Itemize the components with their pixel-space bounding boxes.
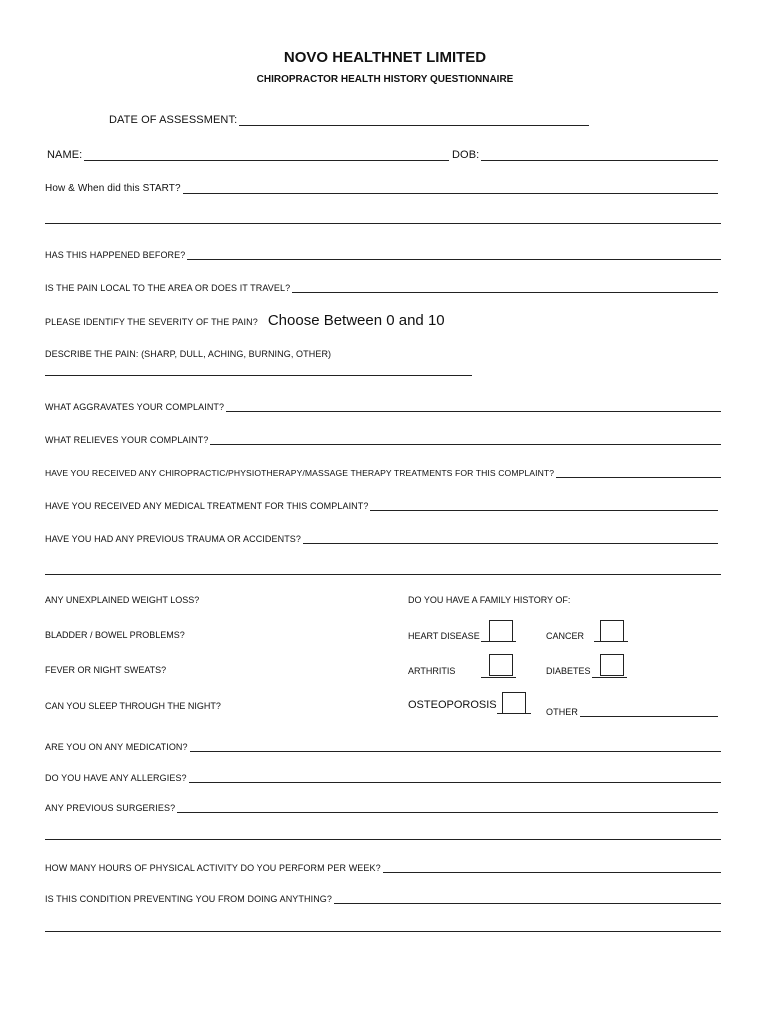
- physical-activity-field[interactable]: [383, 858, 721, 873]
- surgeries-label: ANY PREVIOUS SURGERIES?: [45, 803, 176, 813]
- aggravates-field[interactable]: [226, 397, 721, 412]
- condition-preventing-continuation-line[interactable]: [45, 930, 721, 932]
- trauma-field[interactable]: [303, 529, 718, 544]
- condition-preventing-row: [45, 884, 721, 904]
- how-when-continuation-line[interactable]: [45, 222, 721, 224]
- diabetes-checkbox[interactable]: [600, 654, 624, 676]
- diabetes-label: DIABETES: [546, 666, 591, 676]
- severity-select[interactable]: Choose Between 0 and 10: [267, 312, 445, 329]
- how-when-row: [45, 174, 718, 194]
- pain-travel-label: IS THE PAIN LOCAL TO THE AREA OR DOES IT TRAVEL?: [45, 283, 291, 293]
- weight-loss-label: ANY UNEXPLAINED WEIGHT LOSS?: [45, 595, 200, 605]
- physical-activity-label: HOW MANY HOURS OF PHYSICAL ACTIVITY DO YOU PERFORM PER WEEK?: [45, 863, 381, 873]
- allergies-row: [45, 763, 721, 783]
- medical-treatment-row: [45, 491, 718, 511]
- arthritis-underline: [481, 676, 516, 678]
- trauma-continuation-line[interactable]: [45, 573, 721, 575]
- medication-field[interactable]: [190, 737, 721, 752]
- company-name: NOVO HEALTHNET LIMITED: [283, 49, 487, 66]
- cancer-checkbox[interactable]: [600, 620, 624, 642]
- arthritis-label: ARTHRITIS: [408, 666, 456, 676]
- medication-label: ARE YOU ON ANY MEDICATION?: [45, 742, 188, 752]
- other-row: [546, 697, 718, 717]
- happened-before-row: [45, 240, 721, 260]
- surgeries-continuation-line[interactable]: [45, 838, 721, 840]
- cancer-label: CANCER: [546, 631, 585, 641]
- relieves-field[interactable]: [210, 430, 721, 445]
- arthritis-checkbox[interactable]: [489, 654, 513, 676]
- sleep-label: CAN YOU SLEEP THROUGH THE NIGHT?: [45, 701, 221, 711]
- medication-row: [45, 732, 721, 752]
- pain-travel-row: [45, 273, 718, 293]
- name-label: NAME:: [47, 149, 83, 161]
- bladder-bowel-label: BLADDER / BOWEL PROBLEMS?: [45, 630, 185, 640]
- name-field[interactable]: [84, 146, 449, 161]
- aggravates-label: WHAT AGGRAVATES YOUR COMPLAINT?: [45, 402, 225, 412]
- chiro-treatments-row: [45, 458, 721, 478]
- allergies-label: DO YOU HAVE ANY ALLERGIES?: [45, 773, 187, 783]
- form-title: CHIROPRACTOR HEALTH HISTORY QUESTIONNAIRE: [256, 74, 514, 85]
- other-label: OTHER: [546, 707, 578, 717]
- aggravates-row: [45, 392, 721, 412]
- heart-disease-label: HEART DISEASE: [408, 631, 480, 641]
- how-when-field[interactable]: [183, 179, 718, 194]
- dob-label: DOB:: [452, 149, 480, 161]
- trauma-label: HAVE YOU HAD ANY PREVIOUS TRAUMA OR ACCIDENTS?: [45, 534, 301, 544]
- relieves-label: WHAT RELIEVES YOUR COMPLAINT?: [45, 435, 209, 445]
- chiro-treatments-field[interactable]: [556, 463, 721, 478]
- medical-treatment-field[interactable]: [370, 496, 718, 511]
- happened-before-label: HAS THIS HAPPENED BEFORE?: [45, 250, 186, 260]
- physical-activity-row: [45, 853, 721, 873]
- family-history-heading: DO YOU HAVE A FAMILY HISTORY OF:: [408, 595, 571, 605]
- name-row: [47, 141, 449, 161]
- how-when-label: How & When did this START?: [45, 183, 181, 194]
- dob-field[interactable]: [481, 146, 718, 161]
- describe-pain-field[interactable]: [45, 374, 472, 376]
- severity-row: [45, 307, 721, 327]
- describe-pain-label: DESCRIBE THE PAIN: (SHARP, DULL, ACHING, BURNING, OTHER): [45, 349, 332, 359]
- pain-travel-field[interactable]: [292, 278, 718, 293]
- relieves-row: [45, 425, 721, 445]
- describe-pain-row: [45, 339, 721, 359]
- date-of-assessment-field[interactable]: [239, 111, 589, 126]
- happened-before-field[interactable]: [187, 245, 721, 260]
- dob-row: [452, 141, 718, 161]
- surgeries-row: [45, 793, 718, 813]
- medical-treatment-label: HAVE YOU RECEIVED ANY MEDICAL TREATMENT FOR THIS COMPLAINT?: [45, 501, 369, 511]
- trauma-row: [45, 524, 718, 544]
- surgeries-field[interactable]: [177, 798, 718, 813]
- severity-label: PLEASE IDENTIFY THE SEVERITY OF THE PAIN?: [45, 317, 258, 327]
- osteoporosis-checkbox[interactable]: [502, 692, 526, 714]
- date-of-assessment-label: DATE OF ASSESSMENT:: [109, 114, 238, 126]
- condition-preventing-label: IS THIS CONDITION PREVENTING YOU FROM DOING ANYTHING?: [45, 894, 332, 904]
- chiro-treatments-label: HAVE YOU RECEIVED ANY CHIROPRACTIC/PHYSIOTHERAPY/MASSAGE THERAPY TREATMENTS FOR THIS COMPLAINT?: [45, 468, 555, 478]
- fever-sweats-label: FEVER OR NIGHT SWEATS?: [45, 665, 167, 675]
- date-of-assessment-row: [109, 106, 589, 126]
- diabetes-underline: [592, 676, 627, 678]
- heart-disease-checkbox[interactable]: [489, 620, 513, 642]
- other-field[interactable]: [580, 702, 718, 717]
- allergies-field[interactable]: [189, 768, 721, 783]
- osteoporosis-label: OSTEOPOROSIS: [408, 699, 497, 711]
- condition-preventing-field[interactable]: [334, 889, 721, 904]
